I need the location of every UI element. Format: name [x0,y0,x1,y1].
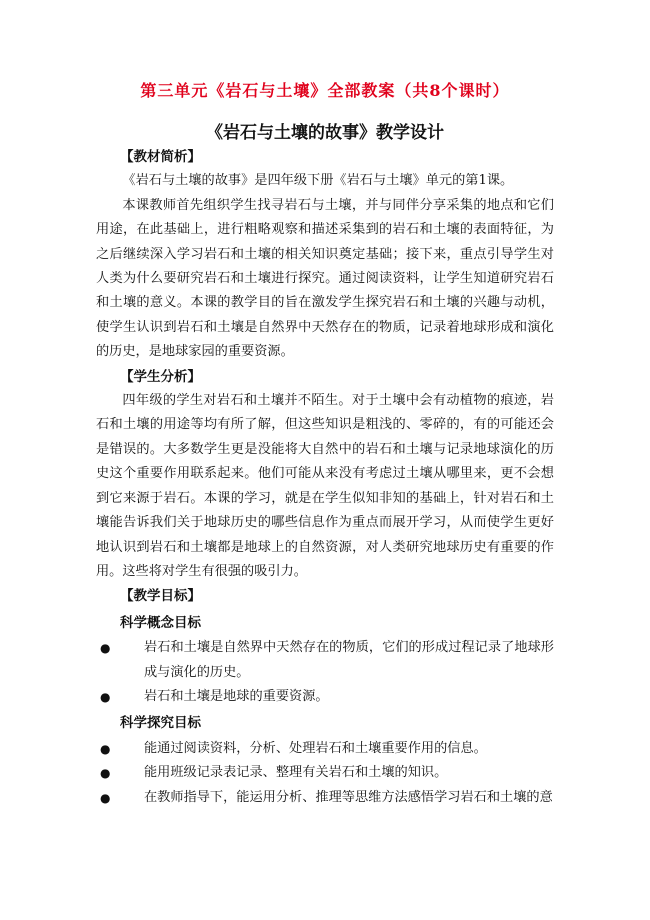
list-item-text: 岩石和土壤是自然界中天然存在的物质，它们的形成过程记录了地球形成与演化的历史。 [144,640,554,680]
bullet-icon: ● [100,689,111,704]
list-item [96,786,554,810]
document-body [96,145,554,810]
objective-list [96,737,554,810]
list-item [96,761,554,785]
list-item [96,636,554,685]
list-item-text: 能通过阅读资料，分析、处理岩石和土壤重要作用的信息。 [144,740,487,756]
section-heading: 【学生分析】 [120,368,201,385]
section-heading: 【教学目标】 [120,588,201,605]
section-teaching-objectives [96,584,554,810]
bullet-icon: ● [100,641,111,656]
bullet-icon: ● [100,790,111,805]
list-item-text: 能用班级记录表记录、整理有关岩石和土壤的知识。 [144,765,448,781]
list-item [96,685,554,709]
section-heading: 【教材简析】 [120,149,201,165]
list-item-text: 在教师指导下，能运用分析、推理等思维方法感悟学习岩石和土壤的意 [144,789,553,805]
lesson-title: 《岩石与土壤的故事》教学设计 [206,123,444,143]
unit-title: 第三单元《岩石与土壤》全部教案（共8个课时） [140,81,510,100]
objective-group-title: 科学概念目标 [120,614,201,631]
bullet-icon: ● [100,741,111,756]
paragraph: 《岩石与土壤的故事》是四年级下册《岩石与土壤》单元的第1课。 [122,173,514,189]
section-student-analysis [96,365,554,585]
bullet-icon: ● [100,766,111,781]
paragraph: 本课教师首先组织学生找寻岩石与土壤，并与同伴分享采集的地点和它们用途，在此基础上，进行粗略观察和描述采集到的岩石和土壤的表面特征，为之后继续深入学习岩石和土壤的相关知识奠定基础；接下来，重点引导学生对人类为什么要研究岩石和土壤进行探究。通过阅读资料，让学生知道研究岩石和土壤的意义。本课的教学目的旨在激发学生探究岩石和土壤的兴趣与动机，使学生认识到岩石和土壤是自然界中天然存在的物质，记录着地球形成和演化的历史，是地球家园的重要资源。 [96,197,554,360]
paragraph: 四年级的学生对岩石和土壤并不陌生。对于土壤中会有动植物的痕迹，岩石和土壤的用途等均有所了解，但这些知识是粗浅的、零碎的，有的可能还会是错误的。大多数学生更是没能将大自然中的岩石和土壤与记录地球演化的历史这个重要作用联系起来。他们可能从来没有考虑过土壤从哪里来，更不会想到它来源于岩石。本课的学习，就是在学生似知非知的基础上，针对岩石和土壤能告诉我们关于地球历史的哪些信息作为重点而展开学习，从而使学生更好地认识到岩石和土壤都是地球上的自然资源，对人类研究地球历史有重要的作用。这些将对学生有很强的吸引力。 [96,393,554,579]
list-item-text: 岩石和土壤是地球的重要资源。 [144,688,329,704]
objective-group-title: 科学探究目标 [120,715,201,732]
list-item [96,737,554,761]
section-textbook-analysis [96,145,554,365]
objective-list [96,636,554,709]
